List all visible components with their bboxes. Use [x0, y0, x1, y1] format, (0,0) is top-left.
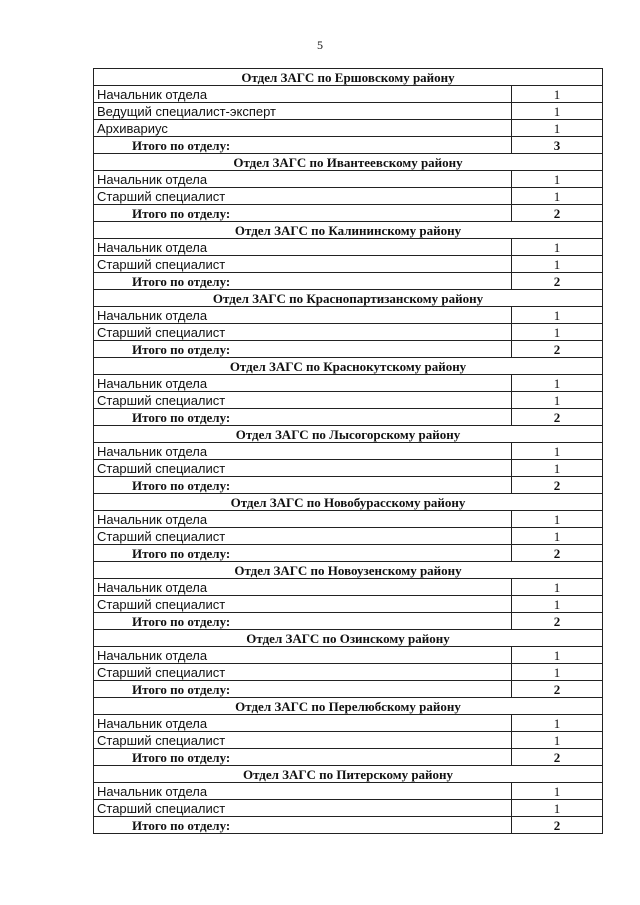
position-name: Старший специалист — [94, 596, 512, 613]
total-count: 2 — [512, 749, 603, 766]
total-label: Итого по отделу: — [94, 613, 512, 630]
position-count: 1 — [512, 528, 603, 545]
table-row — [94, 256, 603, 273]
position-count: 1 — [512, 86, 603, 103]
staffing-table — [93, 68, 603, 834]
table-row — [94, 647, 603, 664]
position-count: 1 — [512, 715, 603, 732]
department-title: Отдел ЗАГС по Краснокутскому району — [94, 358, 603, 375]
position-name: Начальник отдела — [94, 647, 512, 664]
position-name: Начальник отдела — [94, 715, 512, 732]
total-count: 2 — [512, 817, 603, 834]
department-total-row — [94, 341, 603, 358]
table-row — [94, 596, 603, 613]
department-title: Отдел ЗАГС по Калининскому району — [94, 222, 603, 239]
page-number: 5 — [317, 38, 323, 52]
department-total-row — [94, 613, 603, 630]
position-count: 1 — [512, 392, 603, 409]
total-label: Итого по отделу: — [94, 205, 512, 222]
department-header-row — [94, 630, 603, 647]
position-name: Начальник отдела — [94, 579, 512, 596]
position-name: Ведущий специалист-эксперт — [94, 103, 512, 120]
table-row — [94, 715, 603, 732]
total-label: Итого по отделу: — [94, 545, 512, 562]
department-total-row — [94, 205, 603, 222]
department-title: Отдел ЗАГС по Перелюбскому району — [94, 698, 603, 715]
department-header-row — [94, 290, 603, 307]
position-count: 1 — [512, 120, 603, 137]
table-row — [94, 528, 603, 545]
department-total-row — [94, 273, 603, 290]
department-header-row — [94, 358, 603, 375]
table-row — [94, 188, 603, 205]
department-header-row — [94, 222, 603, 239]
position-count: 1 — [512, 443, 603, 460]
total-count: 2 — [512, 477, 603, 494]
table-row — [94, 307, 603, 324]
department-header-row — [94, 69, 603, 86]
table-row — [94, 375, 603, 392]
total-count: 2 — [512, 341, 603, 358]
position-name: Старший специалист — [94, 664, 512, 681]
table-row — [94, 443, 603, 460]
total-count: 2 — [512, 613, 603, 630]
department-total-row — [94, 817, 603, 834]
total-count: 3 — [512, 137, 603, 154]
position-name: Старший специалист — [94, 188, 512, 205]
position-name: Начальник отдела — [94, 307, 512, 324]
position-name: Начальник отдела — [94, 375, 512, 392]
position-name: Старший специалист — [94, 800, 512, 817]
position-count: 1 — [512, 511, 603, 528]
department-total-row — [94, 477, 603, 494]
position-name: Начальник отдела — [94, 783, 512, 800]
department-header-row — [94, 154, 603, 171]
total-count: 2 — [512, 545, 603, 562]
department-total-row — [94, 137, 603, 154]
position-count: 1 — [512, 307, 603, 324]
department-header-row — [94, 562, 603, 579]
department-title: Отдел ЗАГС по Лысогорскому району — [94, 426, 603, 443]
position-count: 1 — [512, 732, 603, 749]
position-name: Начальник отдела — [94, 86, 512, 103]
department-total-row — [94, 749, 603, 766]
table-row — [94, 103, 603, 120]
department-title: Отдел ЗАГС по Краснопартизанскому району — [94, 290, 603, 307]
staffing-table-body — [94, 69, 603, 834]
department-title: Отдел ЗАГС по Новобурасскому району — [94, 494, 603, 511]
total-label: Итого по отделу: — [94, 477, 512, 494]
position-count: 1 — [512, 647, 603, 664]
department-title: Отдел ЗАГС по Озинскому району — [94, 630, 603, 647]
position-count: 1 — [512, 171, 603, 188]
total-label: Итого по отделу: — [94, 137, 512, 154]
position-name: Старший специалист — [94, 732, 512, 749]
position-name: Старший специалист — [94, 528, 512, 545]
position-name: Начальник отдела — [94, 239, 512, 256]
department-total-row — [94, 545, 603, 562]
department-header-row — [94, 426, 603, 443]
table-row — [94, 511, 603, 528]
position-name: Начальник отдела — [94, 171, 512, 188]
position-name: Старший специалист — [94, 392, 512, 409]
position-count: 1 — [512, 375, 603, 392]
position-count: 1 — [512, 800, 603, 817]
table-row — [94, 86, 603, 103]
table-row — [94, 171, 603, 188]
position-count: 1 — [512, 579, 603, 596]
table-row — [94, 239, 603, 256]
position-name: Архивариус — [94, 120, 512, 137]
department-header-row — [94, 766, 603, 783]
table-row — [94, 783, 603, 800]
position-count: 1 — [512, 460, 603, 477]
position-count: 1 — [512, 239, 603, 256]
position-name: Начальник отдела — [94, 511, 512, 528]
position-name: Старший специалист — [94, 256, 512, 273]
department-title: Отдел ЗАГС по Ивантеевскому району — [94, 154, 603, 171]
department-total-row — [94, 409, 603, 426]
total-label: Итого по отделу: — [94, 681, 512, 698]
department-title: Отдел ЗАГС по Питерскому району — [94, 766, 603, 783]
position-count: 1 — [512, 596, 603, 613]
department-header-row — [94, 494, 603, 511]
total-label: Итого по отделу: — [94, 409, 512, 426]
table-row — [94, 324, 603, 341]
position-count: 1 — [512, 783, 603, 800]
position-count: 1 — [512, 256, 603, 273]
position-count: 1 — [512, 324, 603, 341]
table-row — [94, 460, 603, 477]
table-row — [94, 732, 603, 749]
total-label: Итого по отделу: — [94, 341, 512, 358]
table-row — [94, 664, 603, 681]
table-row — [94, 800, 603, 817]
department-header-row — [94, 698, 603, 715]
position-name: Старший специалист — [94, 460, 512, 477]
total-label: Итого по отделу: — [94, 817, 512, 834]
position-count: 1 — [512, 664, 603, 681]
table-row — [94, 392, 603, 409]
total-count: 2 — [512, 409, 603, 426]
total-label: Итого по отделу: — [94, 749, 512, 766]
total-count: 2 — [512, 205, 603, 222]
department-title: Отдел ЗАГС по Новоузенскому району — [94, 562, 603, 579]
department-total-row — [94, 681, 603, 698]
department-title: Отдел ЗАГС по Ершовскому району — [94, 69, 603, 86]
position-count: 1 — [512, 103, 603, 120]
position-name: Начальник отдела — [94, 443, 512, 460]
position-count: 1 — [512, 188, 603, 205]
position-name: Старший специалист — [94, 324, 512, 341]
table-row — [94, 120, 603, 137]
table-row — [94, 579, 603, 596]
total-count: 2 — [512, 273, 603, 290]
total-label: Итого по отделу: — [94, 273, 512, 290]
total-count: 2 — [512, 681, 603, 698]
